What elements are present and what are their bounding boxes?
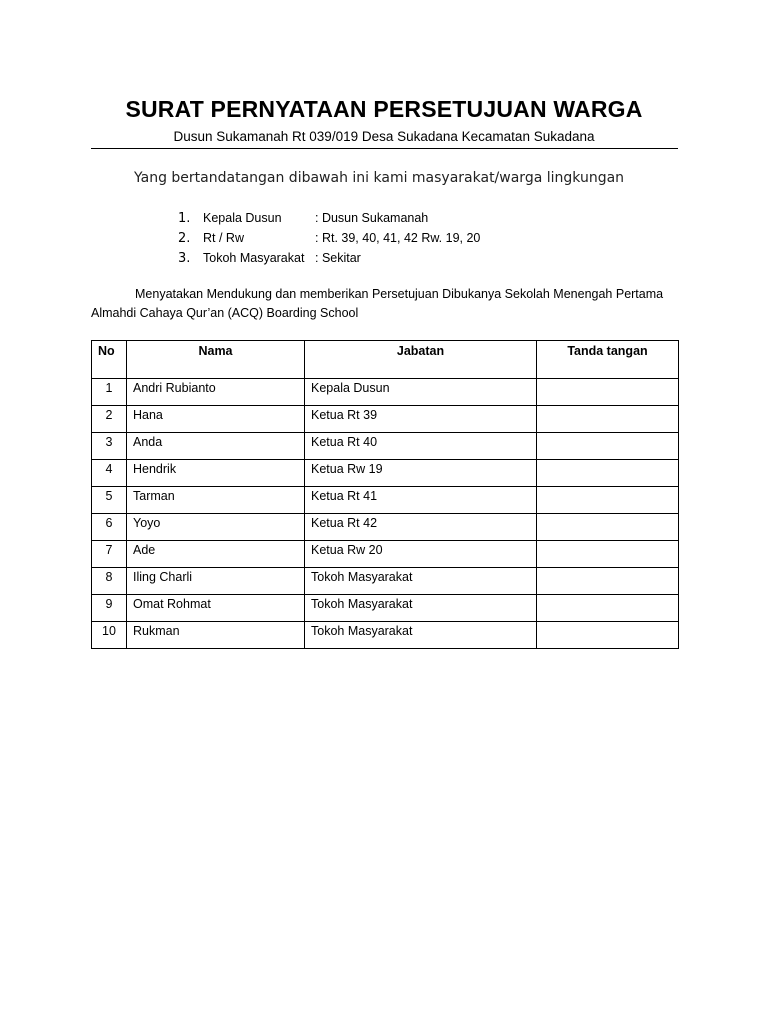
table-row [92, 379, 679, 406]
table-row [92, 460, 679, 487]
cell-no: 9 [92, 595, 127, 622]
cell-jabatan: Kepala Dusun [305, 379, 537, 406]
cell-signature [537, 460, 679, 487]
column-header-nama: Nama [127, 341, 305, 379]
cell-signature [537, 406, 679, 433]
intro-text: Yang bertandatangan dibawah ini kami masyarakat/warga lingkungan [134, 170, 625, 186]
cell-no: 1 [92, 379, 127, 406]
cell-jabatan: Ketua Rt 41 [305, 487, 537, 514]
cell-no: 6 [92, 514, 127, 541]
cell-no: 4 [92, 460, 127, 487]
table-row [92, 406, 679, 433]
cell-no: 5 [92, 487, 127, 514]
list-item-value: : Dusun Sukamanah [315, 211, 429, 225]
cell-nama: Hana [127, 406, 305, 433]
list-item-label: Kepala Dusun [203, 211, 282, 225]
signatory-group-list [178, 208, 480, 268]
header-divider [91, 148, 678, 149]
cell-jabatan: Tokoh Masyarakat [305, 568, 537, 595]
list-item-number: 2. [178, 230, 191, 246]
table-row [92, 622, 679, 649]
cell-no: 10 [92, 622, 127, 649]
list-item [178, 208, 480, 228]
list-item-number: 1. [178, 210, 191, 226]
list-item-number: 3. [178, 250, 191, 266]
cell-signature [537, 433, 679, 460]
cell-signature [537, 568, 679, 595]
cell-nama: Andri Rubianto [127, 379, 305, 406]
cell-nama: Anda [127, 433, 305, 460]
signature-table [91, 340, 679, 649]
table-row [92, 595, 679, 622]
table-row [92, 541, 679, 568]
table-row [92, 514, 679, 541]
column-header-no: No [92, 341, 127, 379]
table-header-row [92, 341, 679, 379]
cell-no: 3 [92, 433, 127, 460]
cell-no: 8 [92, 568, 127, 595]
cell-nama: Rukman [127, 622, 305, 649]
cell-signature [537, 379, 679, 406]
cell-nama: Yoyo [127, 514, 305, 541]
cell-nama: Ade [127, 541, 305, 568]
cell-nama: Iling Charli [127, 568, 305, 595]
column-header-jabatan: Jabatan [305, 341, 537, 379]
cell-jabatan: Tokoh Masyarakat [305, 595, 537, 622]
document-subtitle: Dusun Sukamanah Rt 039/019 Desa Sukadana Kecamatan Sukadana [173, 129, 595, 144]
table-row [92, 433, 679, 460]
cell-no: 2 [92, 406, 127, 433]
cell-nama: Omat Rohmat [127, 595, 305, 622]
list-item-value: : Rt. 39, 40, 41, 42 Rw. 19, 20 [315, 231, 481, 245]
cell-jabatan: Ketua Rt 39 [305, 406, 537, 433]
cell-signature [537, 487, 679, 514]
document-title: SURAT PERNYATAAN PERSETUJUAN WARGA [125, 96, 643, 122]
cell-signature [537, 595, 679, 622]
cell-signature [537, 541, 679, 568]
cell-nama: Hendrik [127, 460, 305, 487]
table-row [92, 487, 679, 514]
cell-no: 7 [92, 541, 127, 568]
list-item [178, 228, 480, 248]
list-item [178, 248, 480, 268]
cell-nama: Tarman [127, 487, 305, 514]
column-header-tanda-tangan: Tanda tangan [537, 341, 679, 379]
list-item-value: : Sekitar [315, 251, 361, 265]
list-item-label: Tokoh Masyarakat [203, 251, 305, 265]
cell-signature [537, 622, 679, 649]
table-row [92, 568, 679, 595]
cell-jabatan: Tokoh Masyarakat [305, 622, 537, 649]
cell-jabatan: Ketua Rw 20 [305, 541, 537, 568]
list-item-label: Rt / Rw [203, 231, 244, 245]
statement-paragraph: Menyatakan Mendukung dan memberikan Persetujuan Dibukanya Sekolah Menengah Pertama Almahdi Cahaya Qur’an (ACQ) Boarding School [91, 287, 664, 320]
cell-signature [537, 514, 679, 541]
cell-jabatan: Ketua Rt 40 [305, 433, 537, 460]
cell-jabatan: Ketua Rw 19 [305, 460, 537, 487]
cell-jabatan: Ketua Rt 42 [305, 514, 537, 541]
